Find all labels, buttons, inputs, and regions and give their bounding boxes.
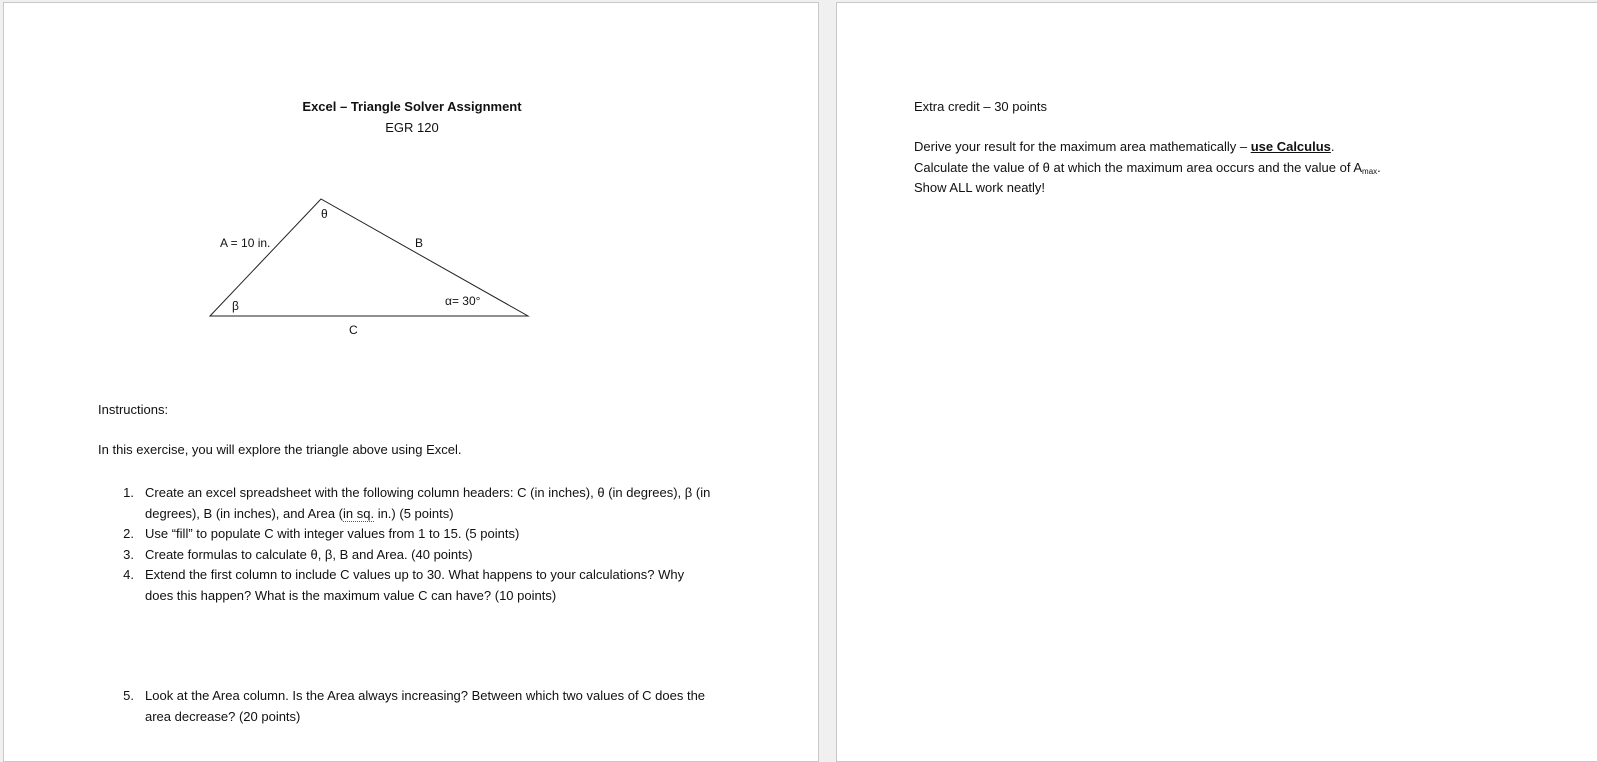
subscript: max [1362,167,1378,176]
list-item: Look at the Area column. Is the Area always increasing? Between which two values of C does the area decrease? (20 points) [145,688,706,724]
page-title: Excel – Triangle Solver Assignment [302,99,522,114]
list-item-text-end: in.) (5 points) [374,506,454,521]
instructions-heading: Instructions: [98,402,169,417]
list-number: 4. [123,567,134,582]
line-text-end: . [1377,160,1381,175]
extra-credit-line-2 [914,159,1381,181]
list-item: Create formulas to calculate θ, β, B and Area. (40 points) [145,547,473,562]
list-item-text: Create an excel spreadsheet with the following column headers: C (in inches), θ (in degrees), β (in degrees), B (in inches), and Area ( [145,485,711,521]
side-a-label: A = 10 in. [220,236,271,250]
list-number: 3. [123,547,134,562]
extra-credit-line-1 [914,138,1335,156]
list-item [145,482,715,524]
side-b-label: B [415,236,424,250]
line-text-end: . [1330,139,1335,154]
extra-credit-line-3: Show ALL work neatly! [914,180,1046,195]
list-item: Extend the first column to include C values up to 30. What happens to your calculations? Why does this happen? What is the maximum value C can have? (10 points) [145,567,685,603]
side-c-label: C [349,323,358,337]
angle-theta-label: θ [321,207,328,221]
intro-paragraph: In this exercise, you will explore the triangle above using Excel. [98,442,462,457]
document-page-1 [3,2,819,762]
triangle-diagram [4,3,820,363]
list-number: 2. [123,526,134,541]
list-number: 5. [123,688,134,703]
line-text: Derive your result for the maximum area mathematically – [914,139,1251,154]
list-item: Use “fill” to populate C with integer values from 1 to 15. (5 points) [145,526,520,541]
document-page-2 [836,2,1597,762]
extra-credit-heading: Extra credit – 30 points [914,99,1047,114]
line-text: Calculate the value of θ at which the maximum area occurs and the value of A [914,160,1363,175]
angle-alpha-label: α= 30° [445,294,481,308]
list-number: 1. [123,485,134,500]
angle-beta-label: β [232,299,239,313]
spelling-marked-text: in sq. [343,506,375,521]
calculus-emphasis: use Calculus [1250,139,1331,154]
course-code: EGR 120 [385,120,439,135]
